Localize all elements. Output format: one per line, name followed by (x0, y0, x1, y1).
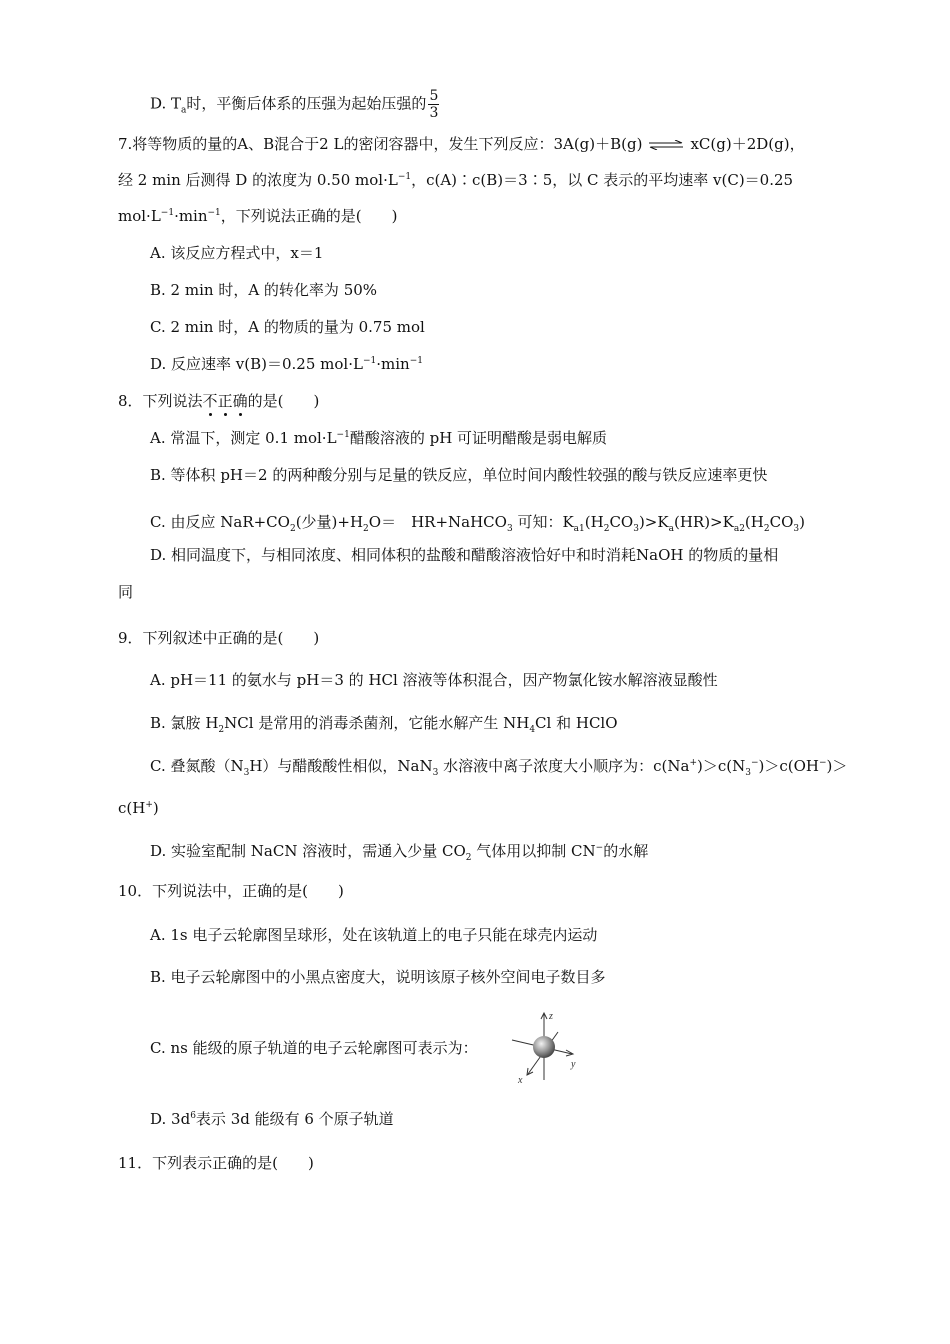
q7-option-a: A. 该反应方程式中，x＝1 (150, 244, 324, 262)
q10-option-b: B. 电子云轮廓图中的小黑点密度大，说明该原子核外空间电子数目多 (150, 968, 606, 986)
y-axis-label: y (571, 1059, 576, 1070)
q9-option-a: A. pH＝11 的氨水与 pH＝3 的 HCl 溶液等体积混合，因产物氯化铵水解溶液显酸性 (150, 671, 718, 689)
q9-option-d: D. 实验室配制 NaCN 溶液时，需通入少量 $CO_2$ 气体用以抑制 CN−的水解 (150, 842, 649, 863)
q7-option-c: C. 2 min 时，A 的物质的量为 0.75 mol (150, 318, 425, 336)
q10-option-a: A. 1s 电子云轮廓图呈球形，处在该轨道上的电子只能在球壳内运动 (150, 926, 598, 944)
q7-option-d: D. 反应速率 v(B)＝0.25 $mol\cdot L^{-1}\cdot\min^{-1}$ (150, 355, 423, 373)
q8-option-b: B. 等体积 pH＝2 的两种酸分别与足量的铁反应，单位时间内酸性较强的酸与铁反应速率更快 (150, 466, 768, 484)
x-axis-label: x (518, 1075, 523, 1086)
q10-option-c: C. ns 能级的原子轨道的电子云轮廓图可表示为： (150, 1039, 478, 1057)
q9-option-c-line2: c(H+) (118, 799, 159, 817)
q8-option-a: A. 常温下，测定 0.1 $mol\cdot L^{-1}$醋酸溶液的 pH 可证明醋酸是弱电解质 (150, 429, 608, 447)
q8-option-d-line1: D. 相同温度下，与相同浓度、相同体积的盐酸和醋酸溶液恰好中和时消耗NaOH 的物质的量相 (150, 546, 779, 564)
q11-stem: 11．下列表示正确的是( ) (118, 1154, 314, 1172)
fraction-5-3: $\frac{5}{3}$ (429, 88, 439, 121)
s-orbital-figure (504, 1010, 588, 1090)
q8-stem: 8．下列说法不正确的是( ) (118, 392, 320, 410)
equilibrium-arrow-icon (648, 135, 684, 155)
q7-option-b: B. 2 min 时，A 的转化率为 50% (150, 281, 378, 299)
q9-option-b: B. 氯胺 $H_2NCl$ 是常用的消毒杀菌剂，它能水解产生 $NH_4Cl$ 和 HClO (150, 714, 618, 735)
q9-stem: 9．下列叙述中正确的是( ) (118, 629, 320, 647)
q7-stem-line1: 7.将等物质的量的A、B混合于2 L的密闭容器中，发生下列反应：3A(g)＋B(g) xC(g)＋2D(g)， (118, 135, 805, 153)
q7-stem-line3: $mol\cdot L^{-1}\cdot\min^{-1}$，下列说法正确的是( ) (118, 207, 398, 225)
q8-option-c: C. 由反应 $NaR+CO_2$(少量)$+H_2O=$ HR+NaHCO$_3$ 可知：$K_{a1}(H_2CO_3)>K_a(HR)>K_{a2}(H_2CO_3)$ (150, 513, 805, 534)
q9-option-c-line1: C. 叠氮酸$(N_3H)$与醋酸酸性相似，NaN$_3$ 水溶液中离子浓度大小顺序为：$c(Na^+)>c(N_3^-)>c(OH^-)>$ (150, 757, 848, 778)
q10-stem: 10．下列说法中，正确的是( ) (118, 882, 344, 900)
q6-option-d: D. $T_a$时，平衡后体系的压强为起始压强的 $\frac{5}{3}$ (150, 88, 439, 121)
q8-option-d-line2: 同 (118, 583, 134, 601)
q10-option-d: D. $3d^6$表示 3d 能级有 6 个原子轨道 (150, 1110, 394, 1128)
q7-stem-line2: 经 2 min 后测得 D 的浓度为 0.50 $mol\cdot L^{-1}$，c(A)∶c(B)＝3∶5，以 C 表示的平均速率 v(C)＝0.25 (118, 171, 794, 189)
z-axis-label: z (549, 1011, 553, 1022)
